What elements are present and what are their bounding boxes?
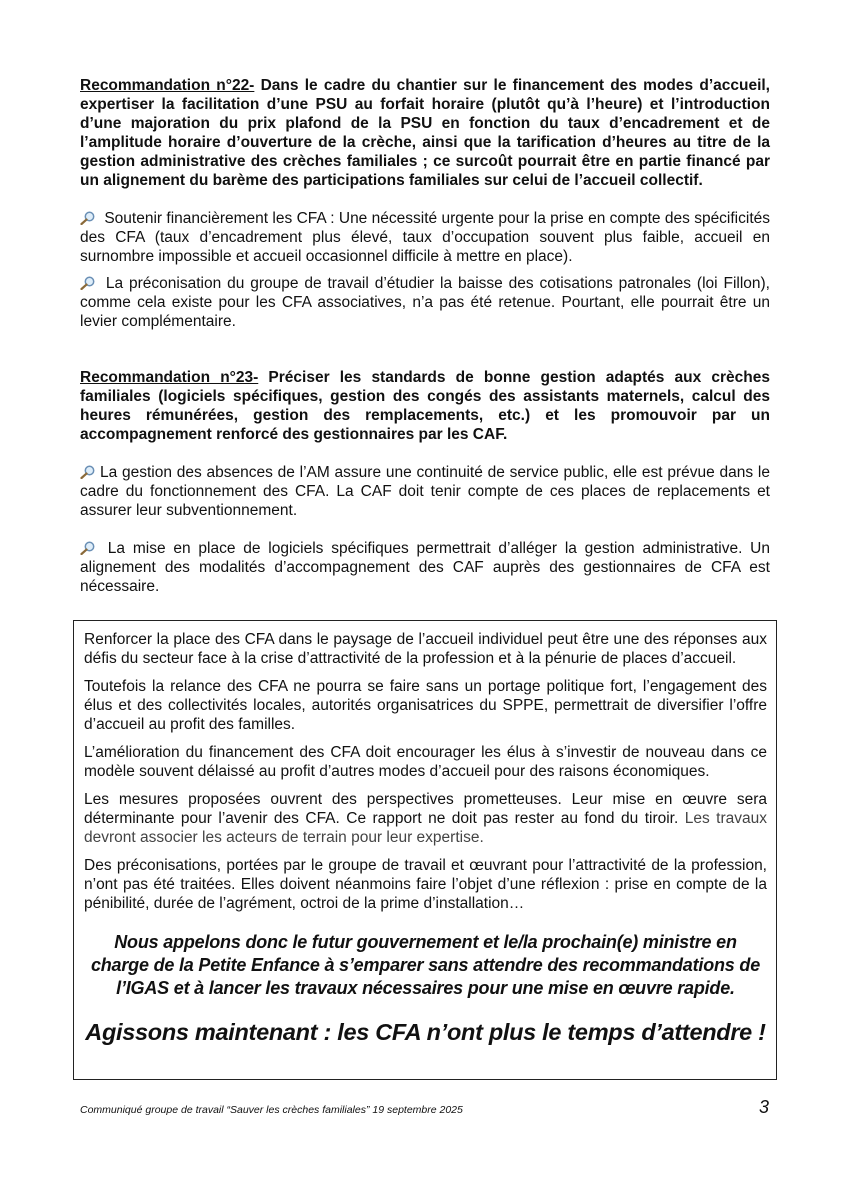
recommendation-23-text: Préciser les standards de bonne gestion adaptés aux crèches familiales (logiciels spécifiques, gestion des congés des assistants maternels, calcul des heures rémunérées, gestion des remplacements, etc.) et les promouvoir par un accompagnement renforcé des gestionnaires par les CAF. [80,369,770,443]
box-paragraph-1: Renforcer la place des CFA dans le paysage de l’accueil individuel peut être une des réponses aux défis du secteur face à la crise d’attractivité de la profession et à la pénurie de places d’accueil. [84,631,767,667]
recommendation-22-label: Recommandation n°22- [80,77,255,94]
comment-22-1-text: Soutenir financièrement les CFA : Une nécessité urgente pour la prise en compte des spécificités des CFA (taux d’encadrement plus élevé, taux d’occupation souvent plus faible, accueil en surnombre impossible et accueil occasionnel difficile à mettre en place). [80,210,770,265]
magnifier-icon [80,211,96,225]
footer-text: Communiqué groupe de travail “Sauver les crèches familiales” 19 septembre 2025 [80,1104,463,1116]
comment-23-2-text: La mise en place de logiciels spécifiques permettrait d’alléger la gestion administrative. Un alignement des modalités d’accompagnement des CAF auprès des gestionnaires de CFA est nécessaire. [80,540,770,595]
magnifier-icon [80,541,96,555]
recommendation-22 [80,76,770,190]
slogan: Agissons maintenant : les CFA n’ont plus le temps d’attendre ! [85,1019,766,1045]
box-paragraph-4-main: Les mesures proposées ouvrent des perspectives prometteuses. Leur mise en œuvre sera déterminante pour l’avenir des CFA. Ce rapport ne doit pas rester au fond du tiroir. [84,791,767,827]
call-to-action: Nous appelons donc le futur gouvernement et le/la prochain(e) ministre en charge de la Petite Enfance à s’emparer sans attendre des recommandations de l’IGAS et à lancer les travaux nécessaires pour une mise en œuvre rapide. [90,932,761,998]
page-content [80,76,770,596]
comment-22-2 [80,274,770,331]
comment-22-1 [80,209,770,266]
box-paragraph-2: Toutefois la relance des CFA ne pourra se faire sans un portage politique fort, l’engagement des élus et des collectivités locales, autorités organisatrices du SPPE, permettrait de diversifier l’offre d’accueil au profit des familles. [84,678,767,733]
comment-23-2 [80,539,770,596]
page-number: 3 [758,1097,769,1117]
box-paragraph-3: L’amélioration du financement des CFA doit encourager les élus à s’investir de nouveau dans ce modèle souvent délaissé au profit d’autres modes d’accueil pour des raisons économiques. [84,744,767,780]
recommendation-22-text: Dans le cadre du chantier sur le financement des modes d’accueil, expertiser la facilitation d’une PSU au forfait horaire (plutôt qu’à l’heure) et l’introduction d’une majoration du prix plafond de la PSU en fonction du taux d’encadrement et de l’amplitude horaire d’ouverture de la crèche, ainsi que la tarification d’heures au titre de la gestion administrative des crèches familiales ; ce surcoût pourrait être en partie financé par un alignement du barème des participations familiales sur celui de l’accueil collectif. [80,77,770,189]
recommendation-23 [80,368,770,444]
box-paragraph-5: Des préconisations, portées par le groupe de travail et œuvrant pour l’attractivité de la profession, n’ont pas été traitées. Elles doivent néanmoins faire l’objet d’une réflexion : prise en compte de la pénibilité, durée de l’agrément, octroi de la prime d’installation… [84,857,767,912]
magnifier-icon [80,276,96,290]
comment-23-1 [80,463,770,520]
magnifier-icon [80,465,96,479]
box-paragraph-4-tail: Les travaux devront associer les acteurs de terrain pour leur expertise. [84,810,767,846]
box-paragraph-4 [84,790,767,847]
comment-22-2-text: La préconisation du groupe de travail d’étudier la baisse des cotisations patronales (loi Fillon), comme cela existe pour les CFA associatives, n’a pas été retenue. Pourtant, elle pourrait être un levier complémentaire. [80,275,770,330]
comment-23-1-text: La gestion des absences de l’AM assure une continuité de service public, elle est prévue dans le cadre du fonctionnement des CFA. La CAF doit tenir compte de ces places de replacements et assurer leur subventionnement. [80,464,770,519]
recommendation-23-label: Recommandation n°23- [80,369,259,386]
conclusion-box [73,620,777,1080]
